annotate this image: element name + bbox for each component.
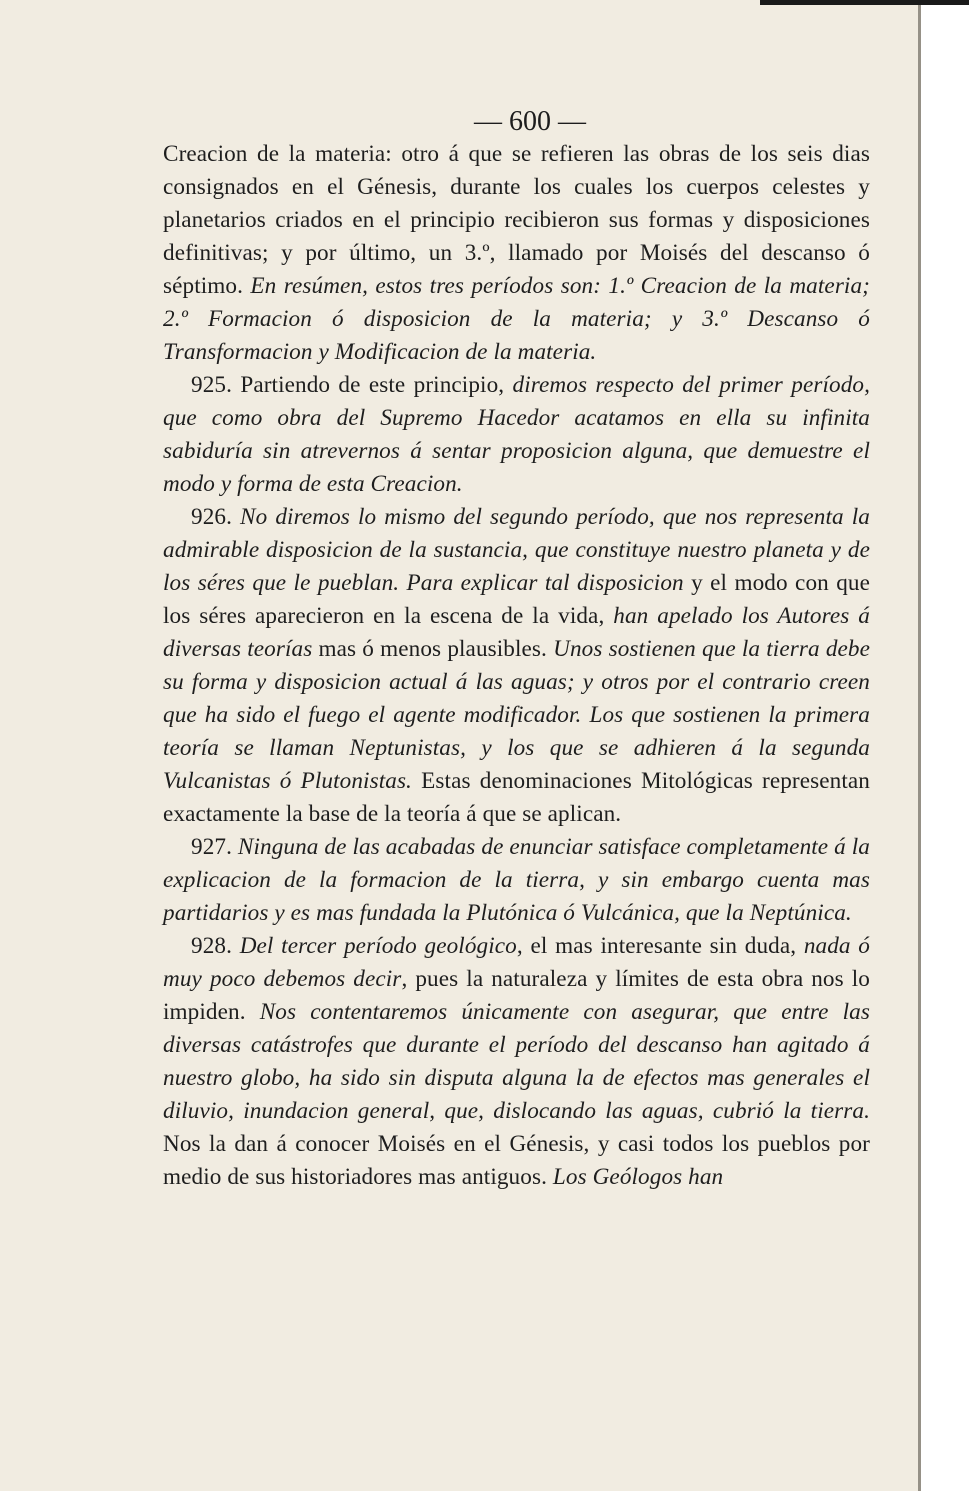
text-run: Estas denominaciones Mitológicas representan exactamente la base de la teoría á que se aplican. (163, 768, 870, 827)
text-run: 925. (191, 372, 241, 398)
text-run: Partiendo de este principio, (240, 372, 513, 398)
page-edge-shadow (918, 0, 921, 1491)
italic-text: nada ó muy poco debemos decir (163, 933, 871, 992)
text-run: , pues la naturaleza y límites de esta obra nos lo impiden. (163, 966, 870, 1025)
paragraph (163, 501, 870, 831)
text-run: 928. (191, 933, 240, 959)
scan-edge-rule (760, 0, 969, 5)
text-run: y el modo con que los séres aparecieron en la escena de la vida, (163, 570, 870, 629)
page-number: — 600 — (474, 106, 586, 137)
text-run: , el mas interesante sin duda, (516, 933, 804, 959)
paragraph (163, 930, 870, 1194)
italic-text: Unos sostienen que la tierra debe su forma y disposicion actual á las aguas; y otros por el contrario creen que ha sido el fuego el agente modificador. Los que sostienen la primera teoría se llaman Neptunistas, y los que se adhieren á la segunda Vulcanistas ó Plutonistas. (163, 636, 870, 794)
italic-text: diremos respecto del primer período, que como obra del Supremo Hacedor acatamos en ella su infinita sabiduría sin atrevernos á sentar proposicion alguna, que demuestre el modo y forma de esta Creacion. (163, 372, 871, 497)
italic-text: No diremos lo mismo del segundo período, que nos representa la admirable disposicion de la sustancia, que constituye nuestro planeta y de los séres que le pueblan. Para explicar tal disposicion (163, 504, 871, 596)
italic-text: Del tercer período geológico (239, 933, 517, 959)
italic-text: Nos contentaremos únicamente con asegurar, que entre las diversas catástrofes que durante el período del descanso han agitado á nuestro globo, ha sido sin disputa alguna la de efectos mas generales el diluvio, inundacion general, que, dislocando las aguas, cubrió la tierra. (163, 999, 870, 1124)
text-run: mas ó menos plausibles. (312, 636, 554, 662)
text-run: Creacion de la materia: otro á que se refieren las obras de los seis dias consignados en el Génesis, durante los cuales los cuerpos celestes y planetarios criados en el principio recibieron sus formas y disposiciones definitivas; y por último, un 3.º, llamado por Moisés del descanso ó séptimo. (163, 141, 870, 299)
italic-text: Ninguna de las acabadas de enunciar satisface completamente á la explicacion de la formacion de la tierra, y sin embargo cuenta mas partidarios y es mas fundada la Plutónica ó Vulcánica, que la Neptúnica. (163, 834, 871, 926)
paragraph-continued (163, 138, 870, 369)
text-run: 926. (191, 504, 241, 530)
italic-text: En resúmen, estos tres períodos son: 1.º Creacion de la materia; 2.º Formacion ó disposicion de la materia; y 3.º Descanso ó Transformacion y Modificacion de la materia. (163, 273, 870, 365)
body-text (163, 138, 870, 1194)
paragraph (163, 831, 870, 930)
text-run: Nos la dan á conocer Moisés en el Génesis, y casi todos los pueblos por medio de sus historiadores mas antiguos. (163, 1131, 870, 1190)
paragraph (163, 369, 870, 501)
text-run: 927. (191, 834, 238, 860)
italic-text: han apelado los Autores á diversas teorías (163, 603, 870, 662)
italic-text: Los Geólogos han (552, 1164, 724, 1190)
